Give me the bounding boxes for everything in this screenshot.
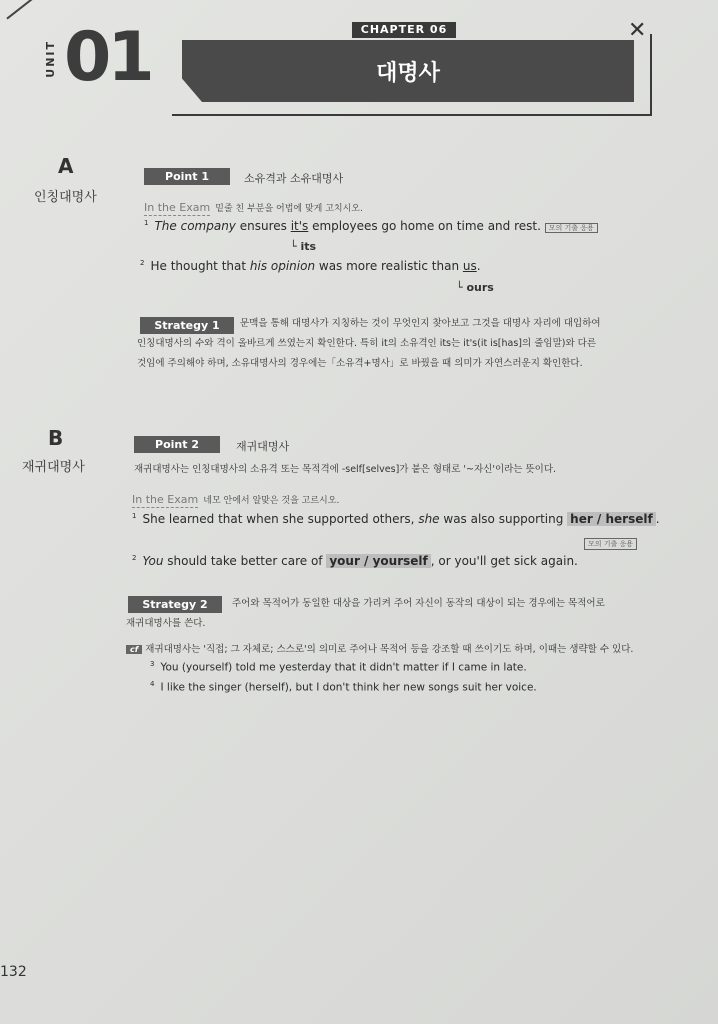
unit-number: 01 bbox=[64, 18, 151, 97]
instruction: 밑줄 친 부분을 어법에 맞게 고치시오. bbox=[215, 204, 363, 214]
sentence-italic: You bbox=[142, 554, 164, 568]
close-icon: ✕ bbox=[628, 18, 647, 43]
choice-box: her / herself bbox=[567, 512, 656, 526]
sentence-number: 2 bbox=[132, 554, 137, 562]
point-title: 소유격과 소유대명사 bbox=[244, 172, 344, 185]
section-title-a: 인칭대명사 bbox=[34, 190, 97, 205]
sentence-text: ensures bbox=[235, 219, 291, 233]
strategy-text: 재귀대명사를 쓴다. bbox=[126, 618, 206, 629]
strategy-text: 것임에 주의해야 하며, 소유대명사의 경우에는「소유격+명사」로 바꿨을 때 의미가 자연스러운지 확인한다. bbox=[137, 358, 583, 369]
strategy-text: 주어와 목적어가 동일한 대상을 가리켜 주어 자신이 동작의 대상이 되는 경우에는 목적어로 bbox=[232, 598, 605, 609]
example-sentence bbox=[150, 680, 537, 694]
source-stamp: 모의 기출 응용 bbox=[545, 223, 598, 233]
sentence-text: He thought that bbox=[150, 259, 250, 273]
example-text: I like the singer (herself), but I don't think her new songs suit her voice. bbox=[160, 681, 537, 694]
sentence-number: 4 bbox=[150, 680, 155, 688]
sentence-number: 1 bbox=[144, 219, 149, 227]
corner-decoration bbox=[6, 0, 39, 19]
unit-label: UNIT bbox=[44, 40, 57, 78]
choice-box: your / yourself bbox=[326, 554, 430, 568]
sentence-italic: she bbox=[418, 512, 440, 526]
example-sentence bbox=[150, 660, 527, 674]
sentence bbox=[144, 219, 598, 233]
sentence-text: , or you'll get sick again. bbox=[430, 554, 578, 568]
point-tag: Point 1 bbox=[144, 168, 230, 185]
instruction: 네모 안에서 알맞은 것을 고르시오. bbox=[203, 496, 340, 506]
sentence bbox=[140, 259, 481, 273]
sentence bbox=[132, 554, 578, 568]
sentence-italic: The company bbox=[154, 219, 236, 233]
sentence-text: She learned that when she supported others, bbox=[142, 512, 419, 526]
underlined-word: us bbox=[462, 259, 477, 273]
correction: └ ours bbox=[456, 281, 494, 294]
chapter-title: 대명사 bbox=[376, 61, 440, 86]
point-title: 재귀대명사 bbox=[236, 440, 290, 453]
in-exam-label: In the Exam bbox=[132, 493, 199, 506]
strategy-text: 문맥을 통해 대명사가 지칭하는 것이 무엇인지 찾아보고 그것을 대명사 자리에 대입하여 bbox=[240, 318, 601, 329]
strategy-tag: Strategy 2 bbox=[128, 596, 222, 613]
sentence-text: employees go home on time and rest. bbox=[308, 219, 541, 233]
sentence-number: 1 bbox=[132, 512, 137, 520]
section-letter-a: A bbox=[58, 154, 74, 178]
cf-text: 재귀대명사는 '직접; 그 자체로; 스스로'의 의미로 주어나 목적어 등을 강조할 때 쓰이기도 하며, 이때는 생략할 수 있다. bbox=[145, 644, 634, 655]
correction: └ its bbox=[290, 240, 317, 253]
sentence bbox=[132, 512, 660, 526]
sentence-number: 2 bbox=[140, 259, 145, 267]
in-exam-row bbox=[144, 196, 363, 215]
strategy-text: 인칭대명사의 수와 격이 올바르게 쓰였는지 확인한다. 특히 it의 소유격인 its는 it's(it is[has]의 줄임말)와 다른 bbox=[137, 338, 597, 349]
chapter-tab: CHAPTER 06 bbox=[352, 22, 456, 38]
in-exam-row bbox=[132, 488, 339, 507]
sentence-text: . bbox=[476, 259, 481, 273]
sentence-italic: his opinion bbox=[249, 259, 316, 273]
point-tag: Point 2 bbox=[134, 436, 220, 453]
section-letter-b: B bbox=[48, 426, 64, 450]
sentence-number: 3 bbox=[150, 660, 155, 668]
sentence-text: was more realistic than bbox=[315, 259, 463, 273]
source-stamp: 모의 기출 응용 bbox=[584, 538, 637, 550]
example-text: You (yourself) told me yesterday that it didn't matter if I came in late. bbox=[160, 661, 527, 674]
in-exam-label: In the Exam bbox=[144, 201, 211, 214]
sentence-text: . bbox=[655, 512, 660, 526]
underlined-word: it's bbox=[290, 219, 309, 233]
sentence-text: should take better care of bbox=[163, 554, 327, 568]
page-number: 132 bbox=[0, 964, 27, 980]
strategy-tag: Strategy 1 bbox=[140, 317, 234, 334]
cf-tag: cf bbox=[126, 645, 142, 654]
sentence-text: was also supporting bbox=[439, 512, 568, 526]
cf-note bbox=[126, 640, 633, 660]
point-description: 재귀대명사는 인칭대명사의 소유격 또는 목적격에 -self[selves]가 붙은 형태로 '~자신'이라는 뜻이다. bbox=[134, 464, 557, 475]
section-title-b: 재귀대명사 bbox=[22, 460, 85, 475]
